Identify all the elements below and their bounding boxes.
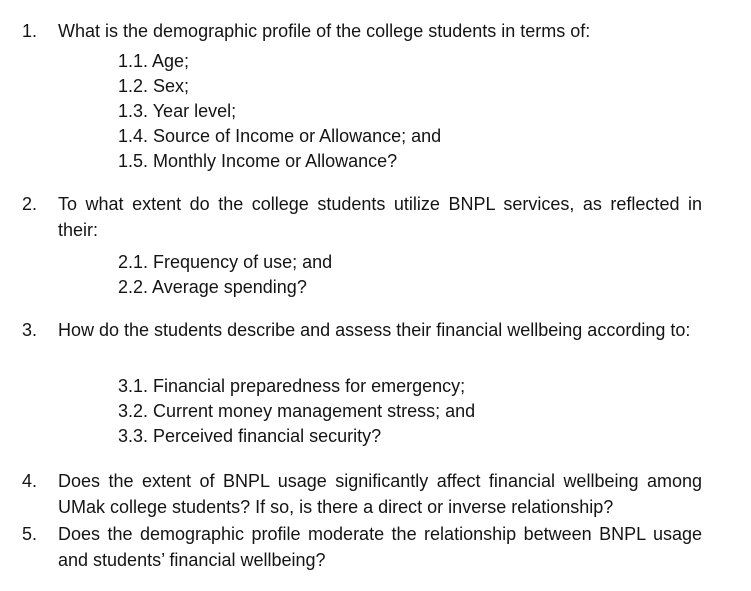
subitem: 1.3. Year level; xyxy=(118,101,237,121)
question-text: Does the demographic profile moderate the relationship between BNPL usage and students’ financial wellbeing? xyxy=(58,524,702,570)
question-1 xyxy=(22,18,702,44)
question-2 xyxy=(22,191,702,243)
subitem: 1.1. Age; xyxy=(118,51,190,71)
subitem: 2.1. Frequency of use; and xyxy=(118,252,333,272)
question-number: 3. xyxy=(22,320,38,340)
question-3-subitems xyxy=(118,374,475,449)
subitem: 1.5. Monthly Income or Allowance? xyxy=(118,151,398,171)
subitem: 3.2. Current money management stress; and xyxy=(118,401,476,421)
question-text: How do the students describe and assess their financial wellbeing according to: xyxy=(58,320,691,340)
question-text: To what extent do the college students utilize BNPL services, as reflected in their: xyxy=(58,194,702,240)
question-1-subitems xyxy=(118,49,441,174)
question-text: Does the extent of BNPL usage significantly affect financial wellbeing among UMak college students? If so, is there a direct or inverse relationship? xyxy=(58,471,702,517)
subitem: 1.4. Source of Income or Allowance; and xyxy=(118,126,442,146)
question-number: 5. xyxy=(22,524,38,544)
question-number: 4. xyxy=(22,471,38,491)
question-2-subitems xyxy=(118,250,332,300)
question-number: 2. xyxy=(22,194,38,214)
subitem: 1.2. Sex; xyxy=(118,76,190,96)
question-text: What is the demographic profile of the college students in terms of: xyxy=(58,21,591,41)
question-4 xyxy=(22,468,702,520)
question-number: 1. xyxy=(22,21,38,41)
question-3 xyxy=(22,317,702,343)
subitem: 2.2. Average spending? xyxy=(118,277,307,297)
subitem: 3.1. Financial preparedness for emergency; xyxy=(118,376,466,396)
subitem: 3.3. Perceived financial security? xyxy=(118,426,382,446)
question-5 xyxy=(22,521,702,573)
